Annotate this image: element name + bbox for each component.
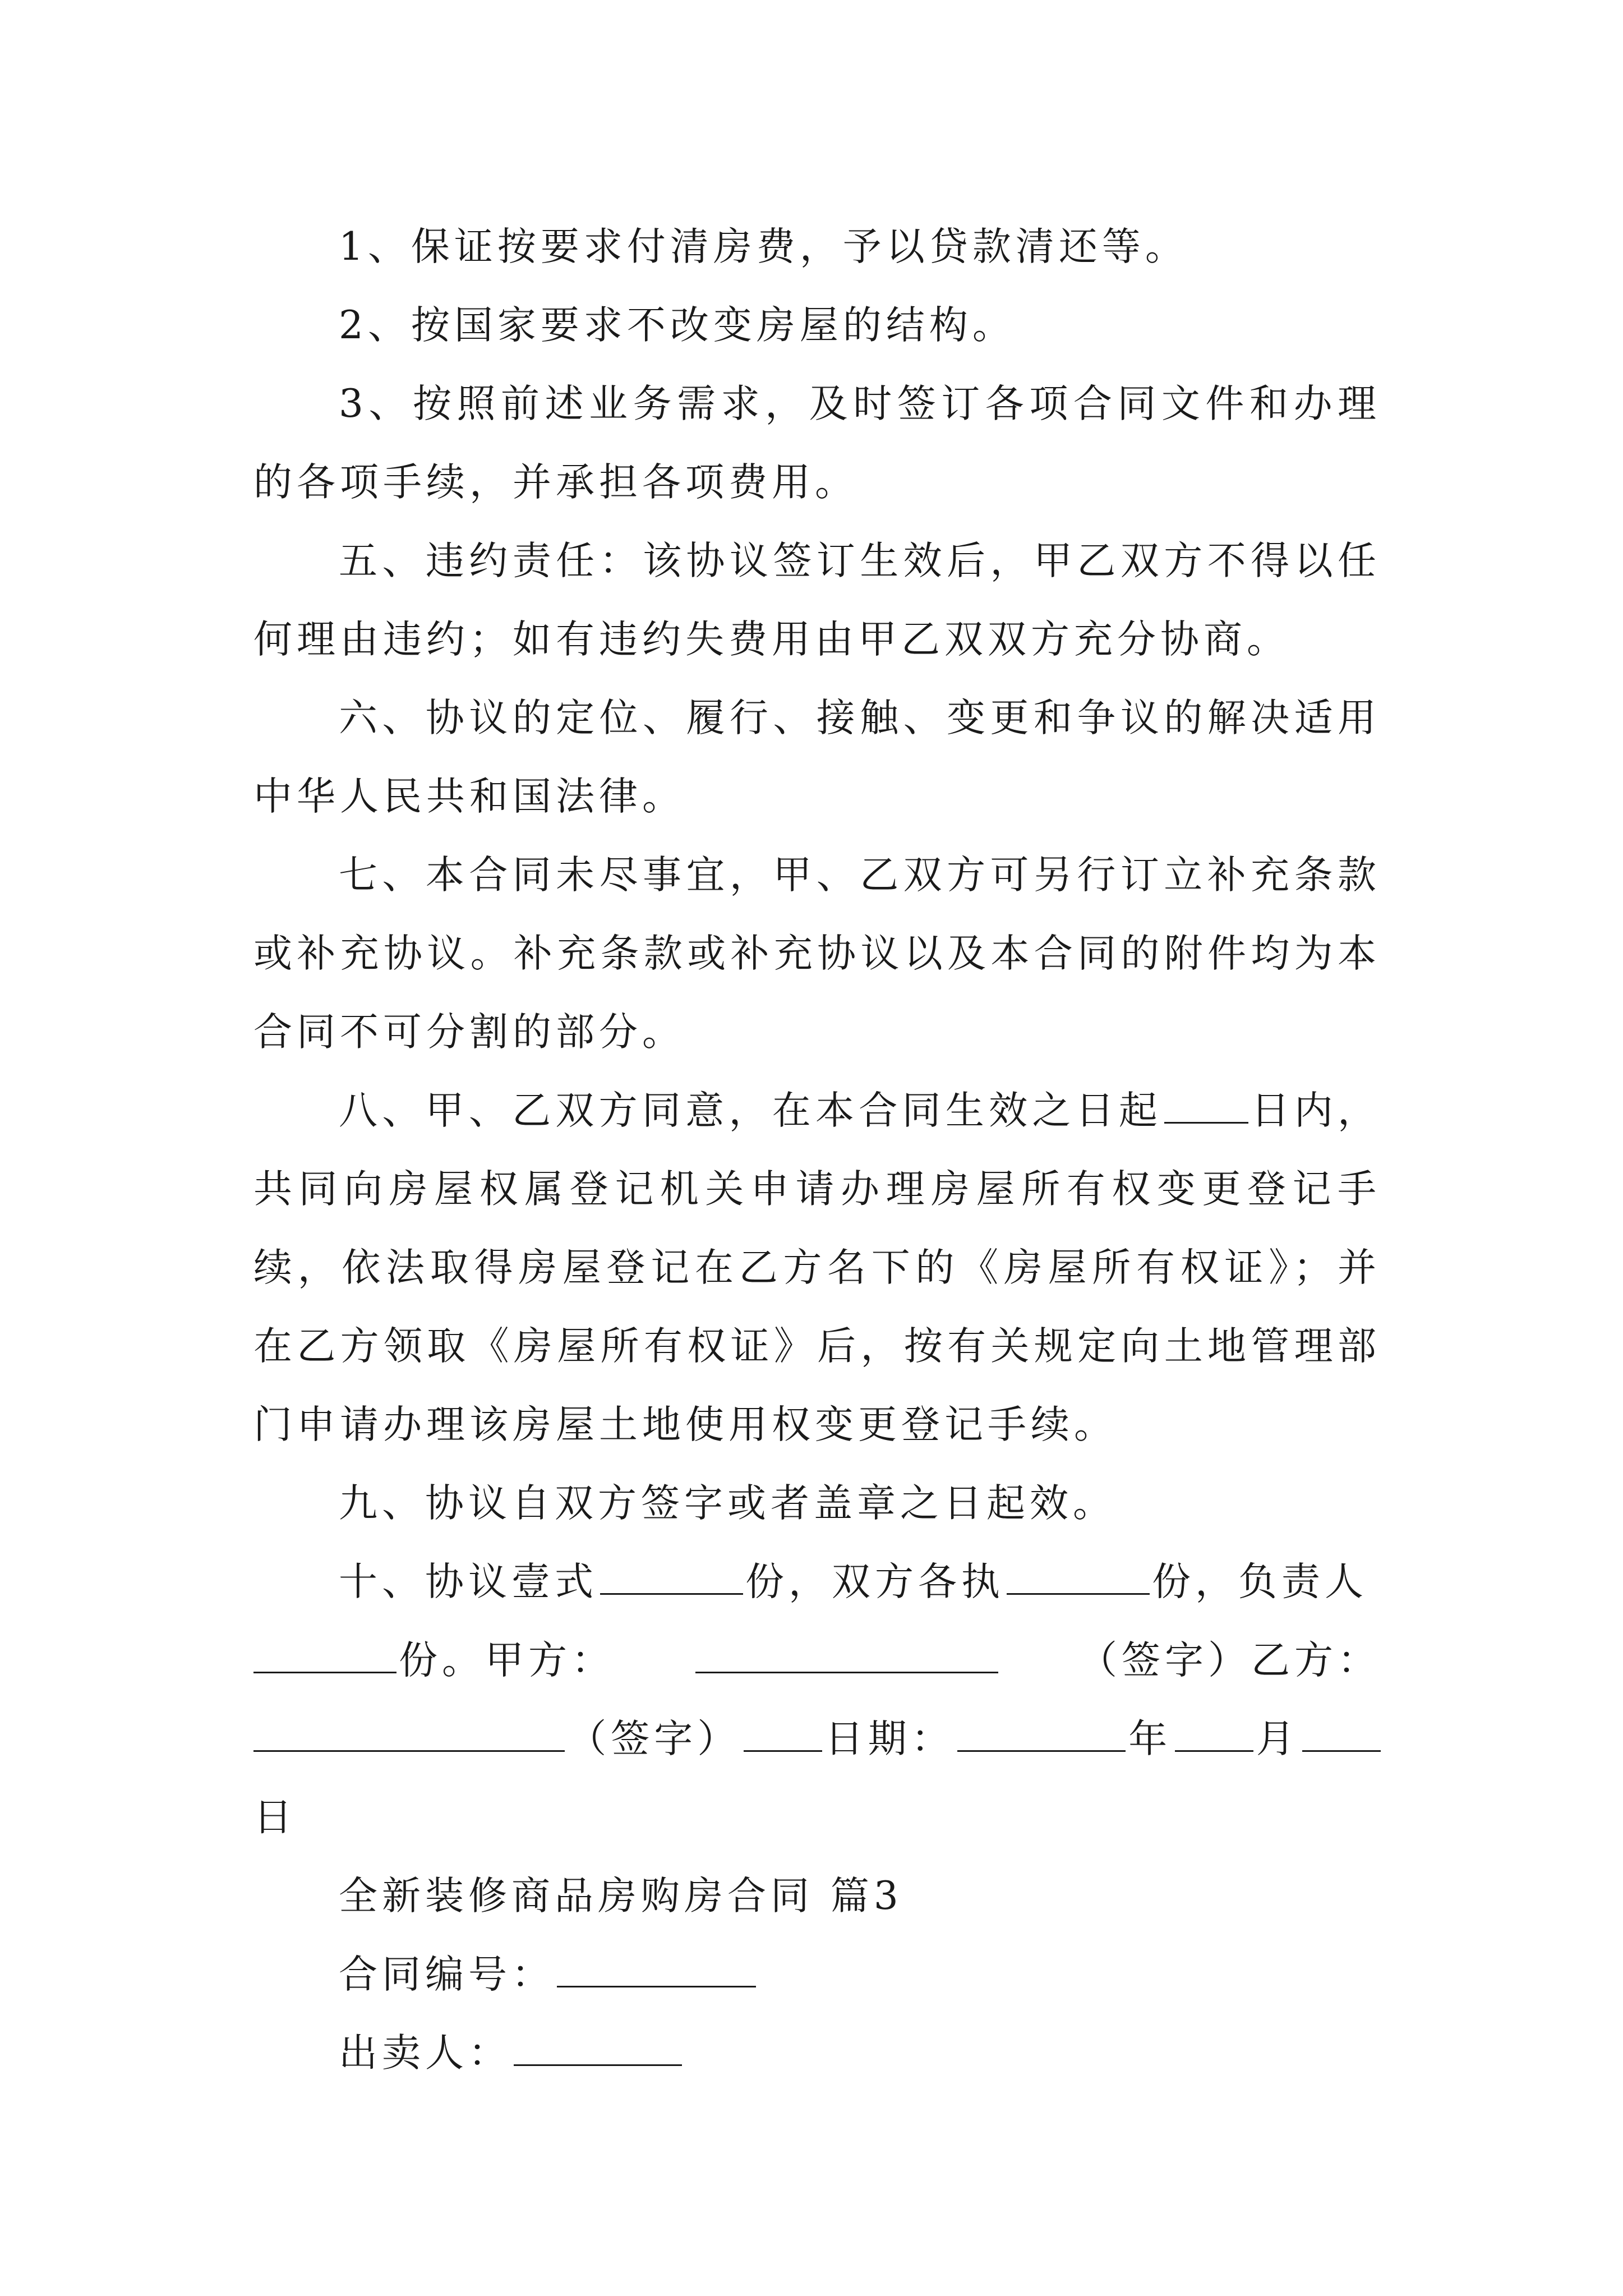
- clause-6-law: 六、协议的定位、履行、接触、变更和争议的解决适用中华人民共和国法律。: [253, 696, 1381, 819]
- clause-10-text-f: （签字）: [568, 1717, 741, 1761]
- seller-blank: [514, 2060, 682, 2066]
- copies-each-blank: [1007, 1589, 1150, 1595]
- day-label: 日: [253, 1795, 297, 1840]
- party-a-blank: [695, 1667, 998, 1673]
- party-b-blank: [253, 1746, 565, 1752]
- copies-total-blank: [600, 1589, 743, 1595]
- clause-10-line-1: [253, 1543, 1381, 1621]
- contract-number-line: [253, 1935, 1381, 2014]
- month-blank: [1175, 1746, 1253, 1752]
- item-3: 3、按照前述业务需求，及时签订各项合同文件和办理的各项手续，并承担各项费用。: [253, 381, 1381, 505]
- year-label: 年: [1128, 1717, 1172, 1761]
- clause-5-breach: 五、违约责任：该协议签订生效后，甲乙双方不得以任何理由违约；如有违约失费用由甲乙双双方充分协商。: [253, 539, 1381, 662]
- clause-8-text-b: 日内，共同向房屋权属登记机关申请办理房屋所有权变更登记手续，依法取得房屋登记在乙方名下的《房屋所有权证》；并在乙方领取《房屋所有权证》后，按有关规定向土地管理部门申请办理该房屋土地使用权变更登记手续。: [253, 1088, 1381, 1447]
- day-blank: [1302, 1746, 1381, 1752]
- contract-number-blank: [557, 1981, 756, 1987]
- section-3-title: 全新装修商品房购房合同 篇3: [339, 1874, 903, 1918]
- clause-10-text-e: （签字）乙方：: [1078, 1638, 1381, 1683]
- clause-10-line-2: [253, 1621, 1381, 1700]
- days-blank: [1164, 1117, 1248, 1124]
- clause-10-line-4: [253, 1778, 1381, 1857]
- clause-10-text-b: 份，双方各执: [745, 1559, 1004, 1604]
- clause-9-effective: 九、协议自双方签字或者盖章之日起效。: [339, 1481, 1116, 1526]
- clause-10-text-a: 十、协议壹式: [339, 1559, 598, 1604]
- date-label: 日期：: [824, 1717, 955, 1761]
- clause-8-registration: [253, 1071, 1381, 1464]
- sign-extra-blank: [744, 1746, 822, 1752]
- month-label: 月: [1256, 1717, 1299, 1761]
- clause-10-line-3: [253, 1700, 1381, 1778]
- item-2: 2、按国家要求不改变房屋的结构。: [339, 303, 1016, 348]
- contract-number-label: 合同编号：: [339, 1952, 555, 1997]
- copies-responsible-blank: [253, 1667, 396, 1673]
- clause-10-seg-1: [253, 1621, 615, 1700]
- year-blank: [957, 1746, 1126, 1752]
- document-page: [253, 208, 1381, 2092]
- item-1: 1、保证按要求付清房费，予以贷款清还等。: [339, 224, 1188, 269]
- clause-10-text-d: 份。甲方：: [399, 1638, 615, 1683]
- seller-line: [253, 2014, 1381, 2092]
- clause-8-text-a: 八、甲、乙双方同意，在本合同生效之日起: [339, 1088, 1163, 1133]
- clause-10-text-c: 份，负责人: [1152, 1559, 1368, 1604]
- seller-label: 出卖人：: [339, 2031, 511, 2076]
- clause-7-supplement: 七、本合同未尽事宜，甲、乙双方可另行订立补充条款或补充协议。补充条款或补充协议以及本合同的附件均为本合同不可分割的部分。: [253, 853, 1381, 1055]
